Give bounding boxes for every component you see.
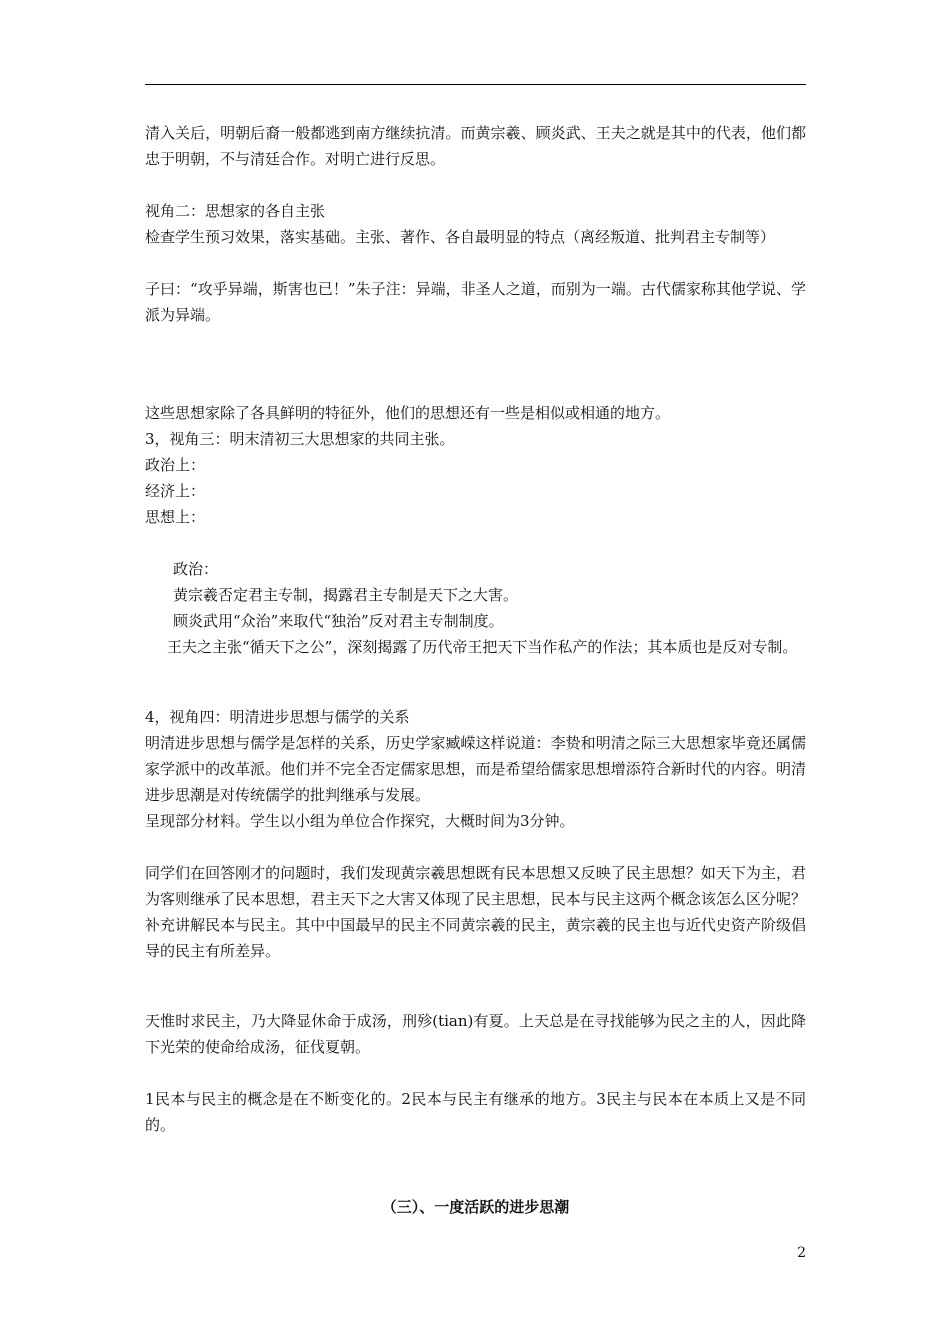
paragraph-minben-minzhu: 同学们在回答刚才的问题时，我们发现黄宗羲思想既有民本思想又反映了民主思想？如天下为主，君为客则继承了民本思想，君主天下之大害又体现了民主思想，民本与民主这两个概念该怎么区分呢？补充讲解民本与民主。其中中国最早的民主不同黄宗羲的民主，黄宗羲的民主也与近代史资产阶级倡导的民主有所差异。 (145, 864, 806, 960)
spacer (145, 172, 806, 198)
paragraph-huang-zongxi: 黄宗羲否定君主专制，揭露君主专制是天下之大害。 (173, 586, 519, 604)
paragraph-confucius-quote: 子曰：“攻乎异端，斯害也已！”朱子注：异端，非圣人之道，而别为一端。古代儒家称其他学说、学派为异端。 (145, 280, 806, 324)
spacer (145, 250, 806, 276)
paragraph-confucianism-relation: 明清进步思想与儒学是怎样的关系，历史学家臧嵘这样说道：李贽和明清之际三大思想家毕竟还属儒家学派中的改革派。他们并不完全否定儒家思想，而是希望给儒家思想增添符合新时代的内容。明清进步思潮是对传统儒学的批判继承与发展。 (145, 734, 806, 804)
page-number: 2 (797, 1245, 806, 1261)
paragraph-group-activity: 呈现部分材料。学生以小组为单位合作探究，大概时间为3分钟。 (145, 812, 575, 830)
politics-subheading: 政治： (173, 560, 219, 578)
spacer (145, 530, 806, 556)
spacer (145, 964, 806, 1008)
spacer (145, 834, 806, 860)
perspective-two-heading: 视角二：思想家的各自主张 (145, 202, 326, 220)
label-politics: 政治上： (145, 456, 206, 474)
paragraph-summary-points: 1民本与民主的概念是在不断变化的。2民本与民主有继承的地方。3民主与民本在本质上又是不同的。 (145, 1090, 806, 1134)
spacer (145, 1060, 806, 1086)
perspective-three-heading: 3，视角三：明末清初三大思想家的共同主张。 (145, 430, 455, 448)
label-thought: 思想上： (145, 508, 206, 526)
paragraph-ming-descendants: 清入关后，明朝后裔一般都逃到南方继续抗清。而黄宗羲、顾炎武、王夫之就是其中的代表，他们都忠于明朝，不与清廷合作。对明亡进行反思。 (145, 124, 806, 168)
section-heading: （三）、一度活跃的进步思潮 (381, 1198, 570, 1216)
header-rule (145, 84, 806, 85)
paragraph-gu-yanwu: 顾炎武用“众治”来取代“独治”反对君主专制制度。 (173, 612, 504, 630)
spacer (145, 328, 806, 400)
paragraph-common-ideas: 这些思想家除了各具鲜明的特征外，他们的思想还有一些是相似或相通的地方。 (145, 404, 671, 422)
document-body (145, 120, 806, 1138)
paragraph-classical-quote: 天惟时求民主，乃大降显休命于成汤，刑殄(tian)有夏。上天总是在寻找能够为民之主的人，因此降下光荣的使命给成汤，征伐夏朝。 (145, 1012, 806, 1056)
perspective-four-heading: 4，视角四：明清进步思想与儒学的关系 (145, 708, 410, 726)
paragraph-check-preview: 检查学生预习效果，落实基础。主张、著作、各自最明显的特点（离经叛道、批判君主专制等） (145, 228, 776, 246)
paragraph-wang-fuzhi: 王夫之主张“循天下之公”，深刻揭露了历代帝王把天下当作私产的作法；其本质也是反对专制。 (167, 638, 798, 656)
spacer (145, 660, 806, 704)
label-economy: 经济上： (145, 482, 206, 500)
